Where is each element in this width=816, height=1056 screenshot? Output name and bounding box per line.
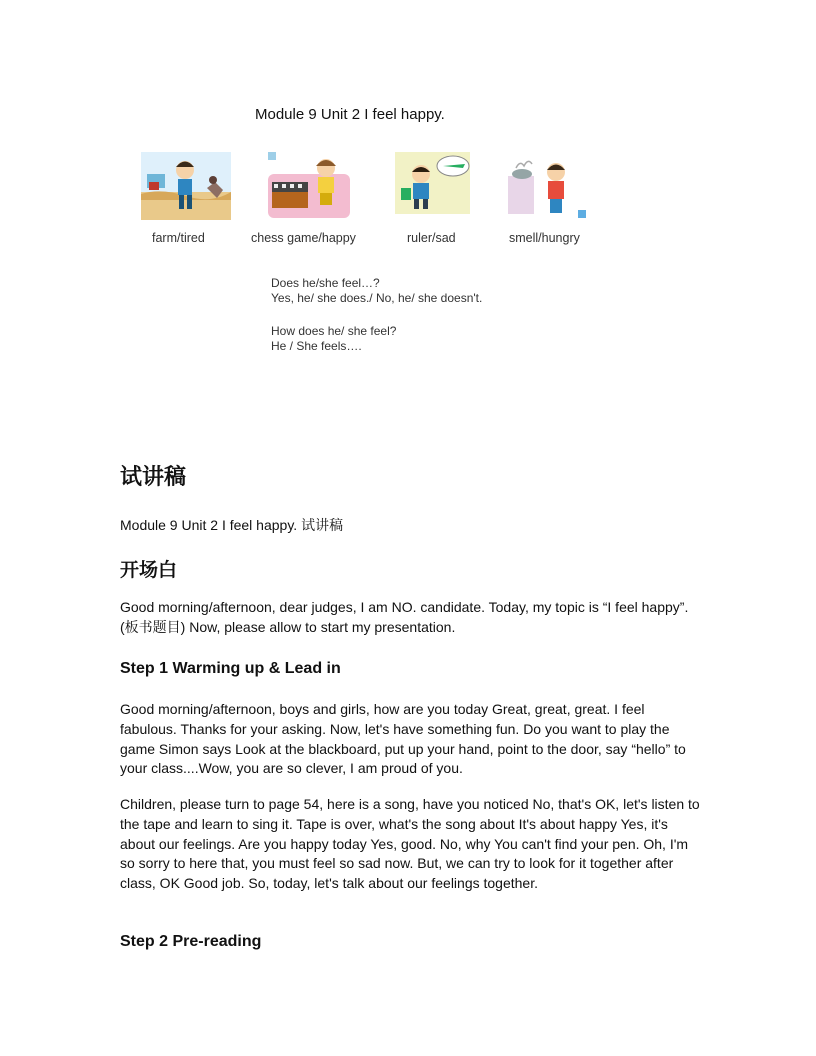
caption-smell: smell/hungry: [509, 231, 580, 245]
opening-heading: 开场白: [120, 559, 178, 581]
pattern-line: How does he/ she feel?: [271, 324, 397, 338]
sentence-patterns: [271, 276, 482, 354]
step1-heading: Step 1 Warming up & Lead in: [120, 660, 341, 677]
pattern-line: He / She feels….: [271, 339, 362, 353]
doc-subtitle: Module 9 Unit 2 I feel happy. 试讲稿: [120, 517, 344, 533]
doc-title: 试讲稿: [120, 465, 187, 490]
girl-chess-icon: [268, 152, 358, 220]
caption-farm: farm/tired: [152, 231, 205, 245]
step1-paragraph-1: Good morning/afternoon, boys and girls, how are you today Great, great, great. I feel fabulous. Thanks for your asking. Now, let's have something fun. Do you want to play the game Simon says Look at the blackboard, put up your hand, point to the door, say “hello” to your class....Wow, you are so clever, I am proud of you.: [120, 701, 686, 777]
pattern-line: Yes, he/ she does./ No, he/ she doesn't.: [271, 291, 483, 305]
step2-heading: Step 2 Pre-reading: [120, 933, 262, 950]
step1-paragraph-2: Children, please turn to page 54, here is a song, have you noticed No, that's OK, let's listen to the tape and learn to sing it. Tape is over, what's the song about It's about happy Yes, it's about our feelings. Are you happy today Yes, good. No, why You can't find your pen. Oh, I'm so sorry to here that, you must feel so sad now. But, we can try to look for it together after class, OK Good job. So, today, let's talk about our feelings together.: [120, 796, 700, 892]
boy-on-farm-icon: [141, 152, 231, 220]
boy-sad-ruler-icon: [395, 152, 485, 220]
caption-chess: chess game/happy: [251, 231, 356, 245]
caption-ruler: ruler/sad: [407, 231, 456, 245]
pattern-line: Does he/she feel…?: [271, 276, 380, 290]
boy-smelling-food-icon: [508, 152, 598, 220]
module-title: Module 9 Unit 2 I feel happy.: [255, 106, 445, 123]
opening-paragraph: Good morning/afternoon, dear judges, I am NO. candidate. Today, my topic is “I feel happy”. (板书题目) Now, please allow to start my presentation.: [120, 599, 689, 635]
